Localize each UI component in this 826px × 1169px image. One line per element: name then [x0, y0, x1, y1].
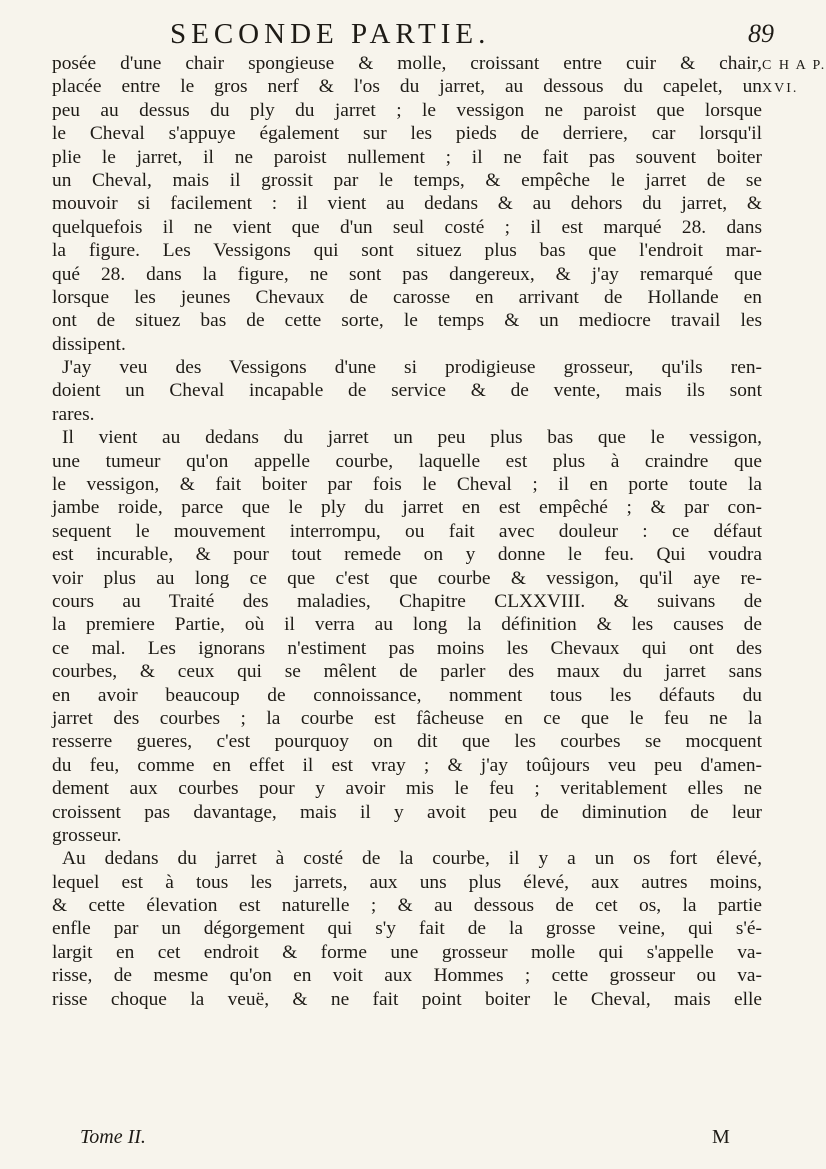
text-line: doient un Cheval incapable de service & de vente, mais ils sont	[52, 380, 762, 402]
text-line: la premiere Partie, où il verra au long la définition & les causes de	[52, 614, 762, 636]
text-line: ont de situez bas de cette sorte, le temps & un mediocre travail les	[52, 310, 762, 332]
text-line: & cette élevation est naturelle ; & au dessous de cet os, la partie	[52, 895, 762, 917]
text-line: ce mal. Les ignorans n'estiment pas moins les Chevaux qui ont des	[52, 637, 762, 659]
text-line: Au dedans du jarret à costé de la courbe, il y a un os fort élevé,	[62, 848, 762, 870]
text-line: quelquefois il ne vient que d'un seul costé ; il est marqué 28. dans	[52, 216, 762, 238]
text-line: jambe roide, parce que le ply du jarret en est empêché ; & par con-	[52, 497, 762, 519]
text-line: enfle par un dégorgement qui s'y fait de la grosse veine, qui s'é-	[52, 918, 762, 940]
volume-label: Tome II.	[80, 1126, 146, 1148]
signature-mark: M	[712, 1126, 730, 1148]
text-line: qué 28. dans la figure, ne sont pas dangereux, & j'ay remarqué que	[52, 263, 762, 285]
body-text	[52, 52, 762, 1011]
text-line: la figure. Les Vessigons qui sont situez plus bas que l'endroit mar-	[52, 240, 762, 262]
text-line: J'ay veu des Vessigons d'une si prodigieuse grosseur, qu'ils ren-	[62, 357, 762, 379]
text-line: courbes, & ceux qui se mêlent de parler des maux du jarret sans	[52, 661, 762, 683]
text-line: rares.	[52, 403, 95, 425]
text-line: lorsque les jeunes Chevaux de carosse en arrivant de Hollande en	[52, 286, 762, 308]
text-line: largit en cet endroit & forme une grosseur molle qui s'appelle va-	[52, 941, 762, 963]
running-head	[0, 16, 800, 52]
text-line: sequent le mouvement interrompu, ou fait avec douleur : ce défaut	[52, 520, 762, 542]
text-line: resserre gueres, c'est pourquoy on dit que les courbes se mocquent	[52, 731, 762, 753]
margin-note-line: XVI.	[762, 81, 799, 96]
text-line: est incurable, & pour tout remede on y donne le feu. Qui voudra	[52, 544, 762, 566]
text-line: placée entre le gros nerf & l'os du jarret, au dessous du capelet, un	[52, 76, 762, 98]
text-line: mouvoir si facilement : il vient au dedans & au dehors du jarret, &	[52, 193, 762, 215]
page-footer	[52, 1126, 762, 1152]
page-number: 89	[748, 19, 774, 48]
text-line: du feu, comme en effet il est vray ; & j'ay toûjours veu peu d'amen-	[52, 754, 762, 776]
text-line: lequel est à tous les jarrets, aux uns plus élevé, aux autres moins,	[52, 871, 762, 893]
margin-note-line: C H A P.	[762, 58, 826, 73]
text-line: grosseur.	[52, 824, 122, 846]
text-line: plie le jarret, il ne paroist nullement ; il ne fait pas souvent boiter	[52, 146, 762, 168]
text-line: risse choque la veuë, & ne fait point boiter le Cheval, mais elle	[52, 988, 762, 1010]
chapter-margin-note	[762, 54, 826, 100]
text-line: Il vient au dedans du jarret un peu plus bas que le vessigon,	[62, 427, 762, 449]
text-line: voir plus au long ce que c'est que courbe & vessigon, qu'il aye re-	[52, 567, 762, 589]
text-line: jarret des courbes ; la courbe est fâcheuse en ce que le feu ne la	[52, 707, 762, 729]
text-line: une tumeur qu'on appelle courbe, laquelle est plus à craindre que	[52, 450, 762, 472]
text-line: le vessigon, & fait boiter par fois le Cheval ; il en porte toute la	[52, 474, 762, 496]
text-line: en avoir beaucoup de connoissance, nomment tous les défauts du	[52, 684, 762, 706]
text-line: le Cheval s'appuye également sur les pieds de derriere, car lorsqu'il	[52, 123, 762, 145]
text-line: posée d'une chair spongieuse & molle, croissant entre cuir & chair,	[52, 53, 762, 74]
text-line: un Cheval, mais il grossit par le temps, & empêche le jarret de se	[52, 169, 762, 191]
text-line: dement aux courbes pour y avoir mis le feu ; veritablement elles ne	[52, 778, 762, 800]
text-line: dissipent.	[52, 333, 126, 355]
text-line: peu au dessus du ply du jarret ; le vessigon ne paroist que lorsque	[52, 99, 762, 121]
text-line: cours au Traité des maladies, Chapitre CLXXVIII. & suivans de	[52, 590, 762, 612]
text-line: croissent pas davantage, mais il y avoit peu de diminution de leur	[52, 801, 762, 823]
text-line: risse, de mesme qu'on en voit aux Hommes ; cette grosseur ou va-	[52, 965, 762, 987]
running-title: SECONDE PARTIE.	[170, 18, 491, 50]
